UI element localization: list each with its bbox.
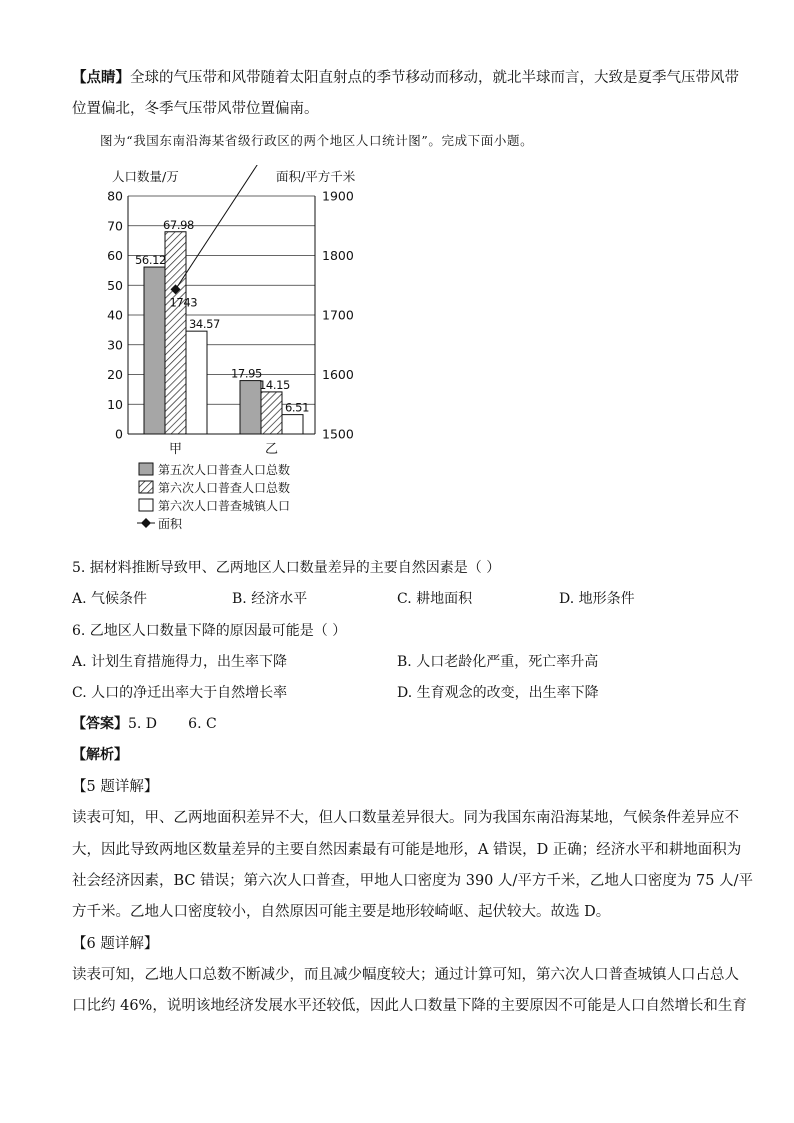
legend-swatch (139, 499, 153, 511)
data-label: 14.15 (259, 377, 290, 392)
legend-label: 面积 (158, 517, 183, 531)
x-tick-label: 乙 (264, 442, 279, 457)
q6-option-c[interactable]: C. 人口的净迁出率大于自然增长率 (72, 685, 288, 701)
q5-option-b[interactable]: B. 经济水平 (232, 591, 308, 607)
note-tag: 【点睛】 (72, 69, 130, 86)
detail5-line: 大，因此导致两地区数量差异的主要自然因素最有可能是地形，A 错误，D 正确；经济水平和耕地面积为 (72, 842, 742, 858)
y-left-tick-label: 40 (107, 307, 123, 323)
q5-option-d[interactable]: D. 地形条件 (559, 591, 635, 607)
bar (240, 381, 261, 434)
q6-option-a[interactable]: A. 计划生育措施得力，出生率下降 (72, 654, 288, 670)
answer-text: 5. D 6. C (128, 716, 217, 732)
y-left-tick-label: 50 (107, 277, 123, 293)
x-tick-label: 甲 (168, 442, 183, 457)
bar (144, 267, 165, 434)
y-right-axis-title: 面积/平方千米 (276, 169, 356, 184)
y-left-tick-label: 20 (107, 367, 123, 382)
q5-option-a[interactable]: A. 气候条件 (72, 591, 148, 607)
y-left-tick-label: 30 (107, 337, 123, 353)
chart-caption: 图为“我国东南沿海某省级行政区的两个地区人口统计图”。完成下面小题。 (100, 133, 534, 148)
legend-swatch (139, 463, 153, 475)
y-right-tick-label: 1500 (322, 426, 354, 442)
note-line-2: 位置偏北，冬季气压带风带位置偏南。 (72, 101, 319, 117)
bar (282, 415, 303, 434)
detail5-heading: 【5 题详解】 (72, 779, 159, 795)
detail5-line: 读表可知，甲、乙两地面积差异不大，但人口数量差异很大。同为我国东南沿海某地，气候条件差异应不 (72, 810, 739, 826)
q5-option-c[interactable]: C. 耕地面积 (397, 591, 473, 607)
legend-swatch (139, 481, 153, 493)
detail5-line: 方千米。乙地人口密度较小，自然原因可能主要是地形较崎岖、起伏较大。故选 D。 (72, 904, 611, 920)
bar (261, 392, 282, 434)
detail6-heading: 【6 题详解】 (72, 936, 159, 952)
q6-option-b[interactable]: B. 人口老龄化严重，死亡率升高 (397, 654, 599, 670)
y-right-tick-label: 1900 (322, 188, 354, 204)
data-label: 67.98 (163, 217, 194, 232)
q6-stem: 6. 乙地区人口数量下降的原因最可能是（ ） (72, 623, 347, 639)
data-label: 34.57 (189, 317, 220, 332)
data-label: 6.51 (285, 400, 310, 415)
area-label: 1743 (169, 295, 198, 310)
answer-tag: 【答案】 (72, 716, 128, 732)
detail6-line: 口比约 46%，说明该地经济发展水平还较低，因此人口数量下降的主要原因不可能是人口自然增长和生育 (72, 998, 747, 1014)
population-chart (100, 165, 370, 545)
data-label: 56.12 (135, 253, 166, 268)
y-left-tick-label: 10 (107, 396, 123, 412)
y-right-tick-label: 1600 (322, 367, 354, 382)
y-left-tick-label: 0 (115, 426, 123, 442)
legend-marker (141, 518, 151, 528)
legend-label: 第六次人口普查人口总数 (158, 481, 291, 495)
data-label: 17.95 (231, 366, 262, 381)
note-text-1: 全球的气压带和风带随着太阳直射点的季节移动而移动，就北半球而言，大致是夏季气压带风带 (130, 70, 739, 86)
q5-stem: 5. 据材料推断导致甲、乙两地区人口数量差异的主要自然因素是（ ） (72, 560, 501, 576)
answer-line (72, 713, 217, 733)
y-left-tick-label: 80 (107, 188, 123, 204)
legend-label: 第五次人口普查人口总数 (158, 463, 291, 477)
detail6-line: 读表可知，乙地人口总数不断减少，而且减少幅度较大；通过计算可知，第六次人口普查城镇人口占总人 (72, 967, 739, 983)
detail5-line: 社会经济因素，BC 错误；第六次人口普查，甲地人口密度为 390 人/平方千米，乙地人口密度为 75 人/平 (72, 873, 753, 889)
bar (186, 331, 207, 434)
y-right-tick-label: 1800 (322, 248, 354, 263)
legend-label: 第六次人口普查城镇人口 (158, 499, 291, 513)
y-left-tick-label: 60 (107, 248, 123, 263)
bar (165, 232, 186, 434)
analysis-heading: 【解析】 (72, 747, 128, 763)
y-left-axis-title: 人口数量/万 (112, 169, 179, 184)
note-line-1 (72, 66, 739, 87)
y-left-tick-label: 70 (107, 218, 123, 234)
q6-option-d[interactable]: D. 生育观念的改变，出生率下降 (397, 685, 599, 701)
y-right-tick-label: 1700 (322, 307, 354, 323)
